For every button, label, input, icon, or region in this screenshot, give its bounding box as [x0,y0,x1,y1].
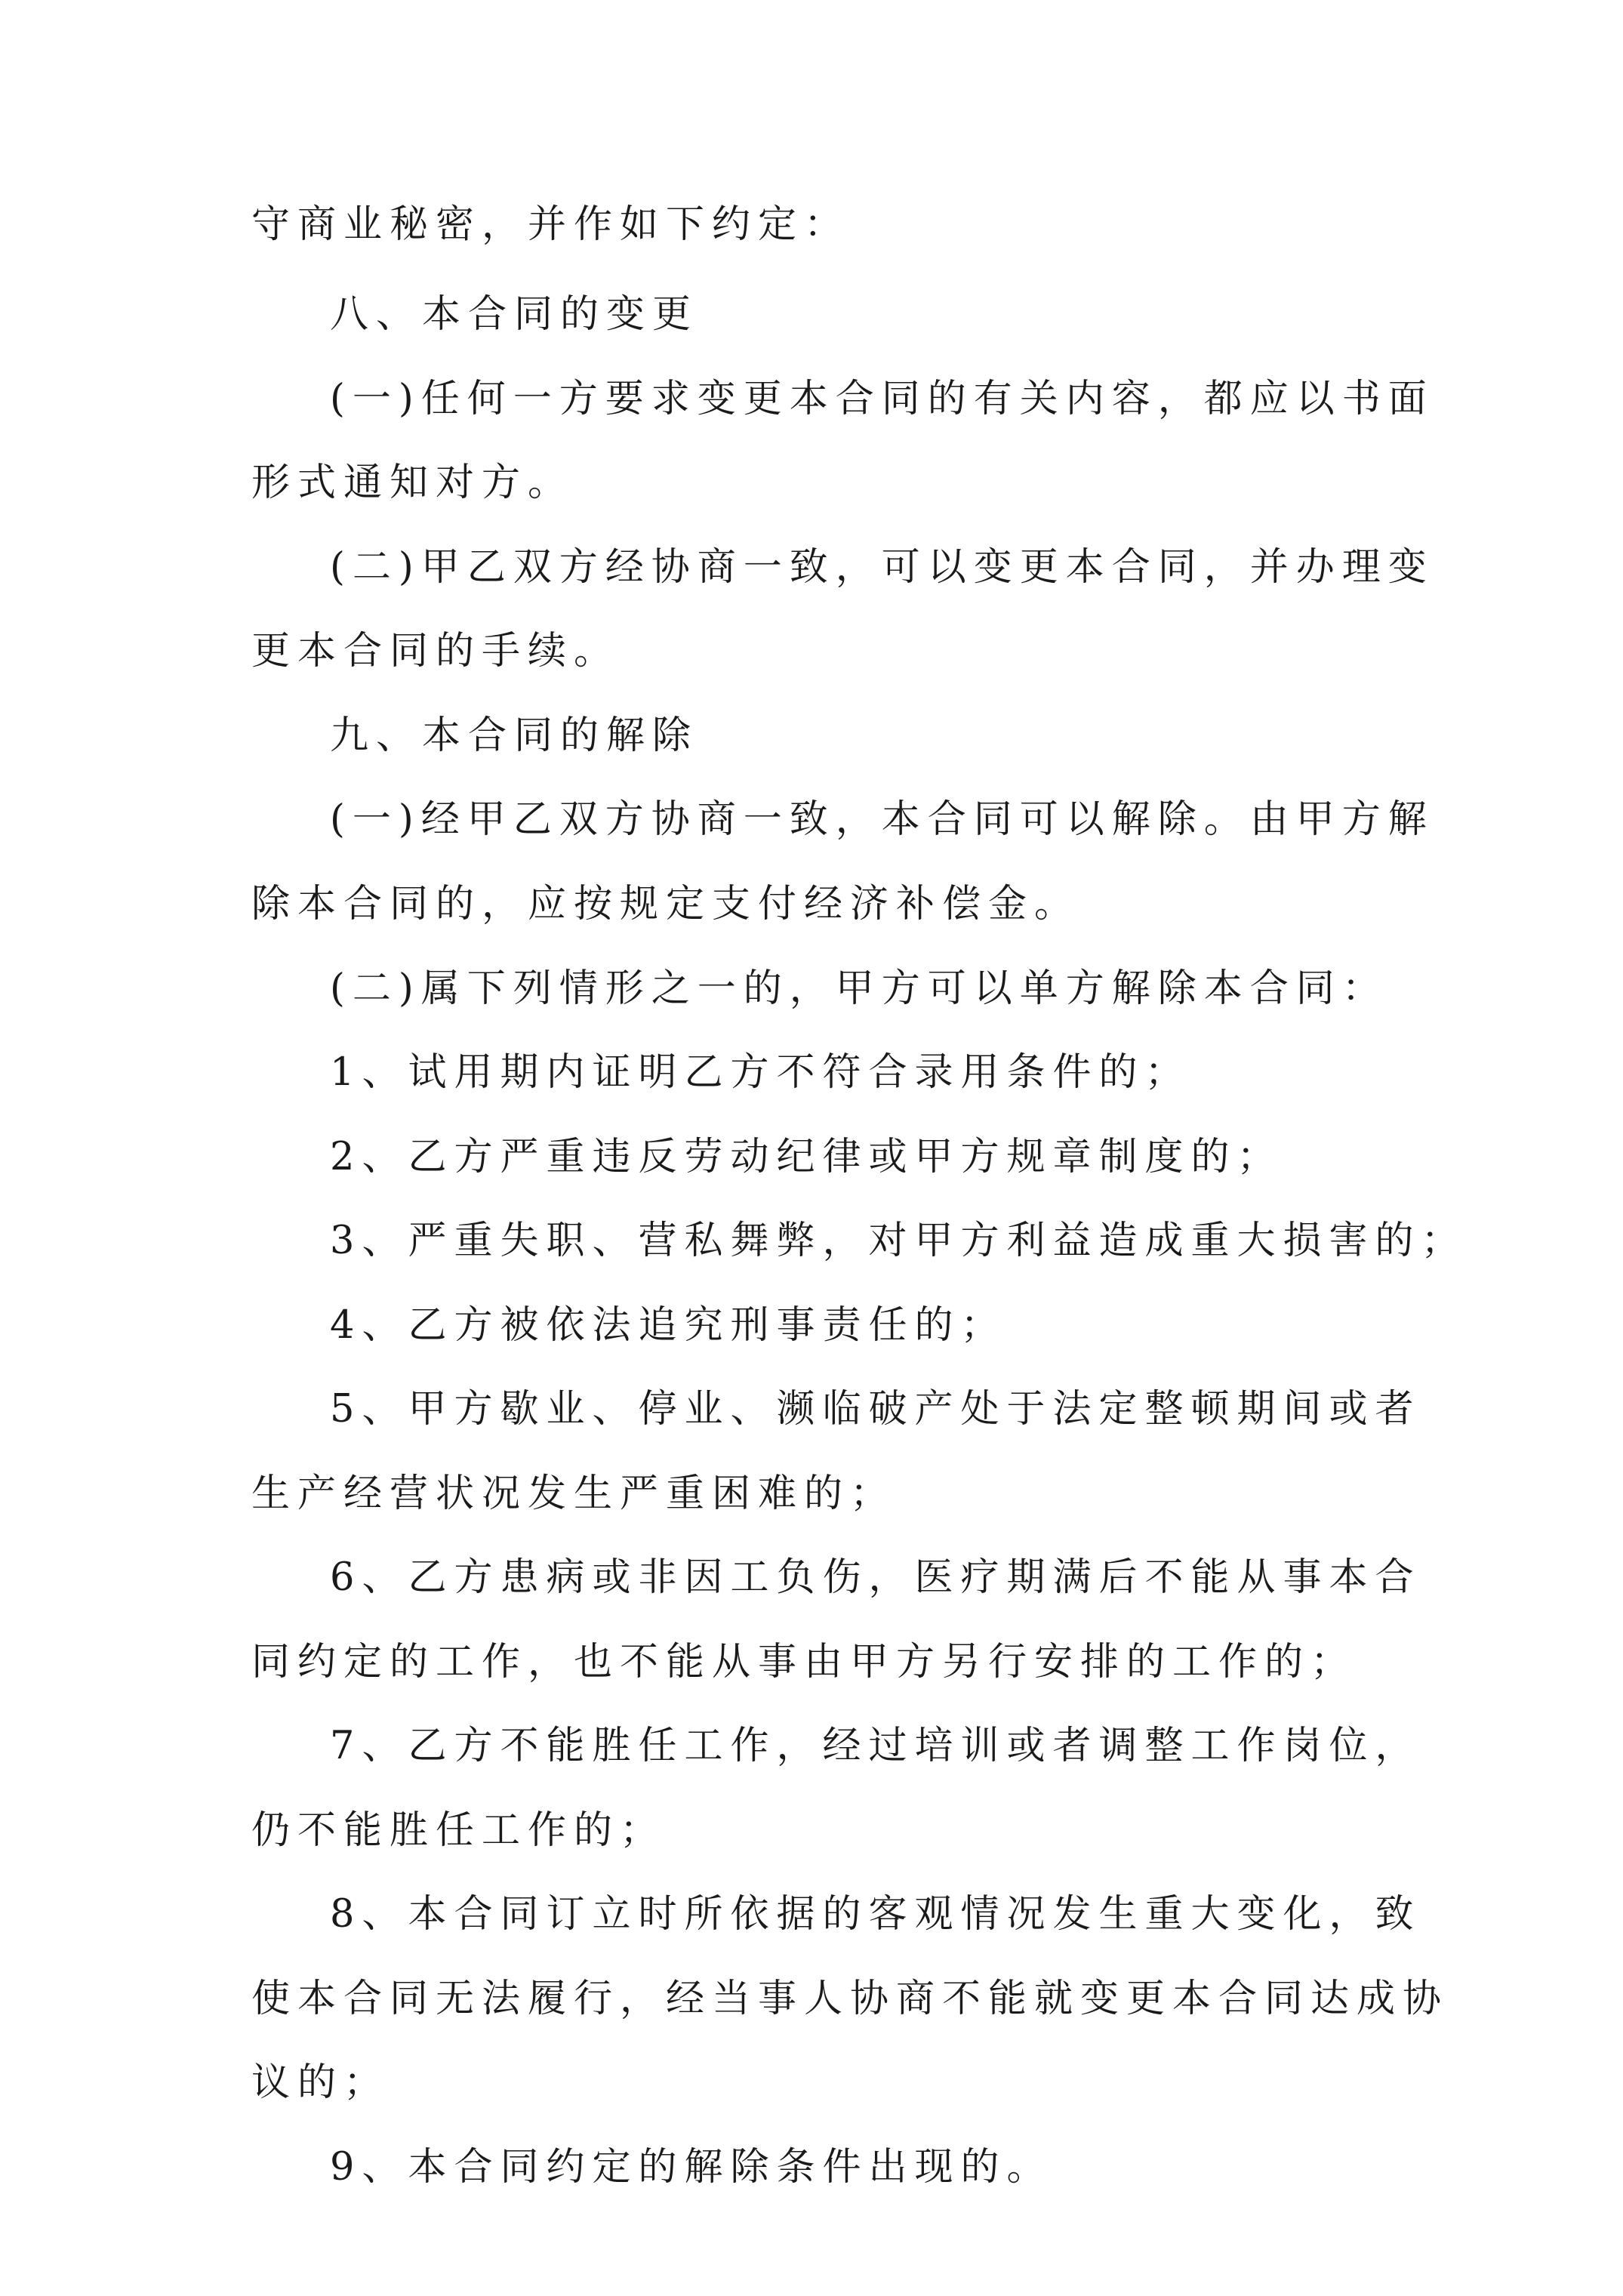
text-line: (一)经甲乙双方协商一致，本合同可以解除。由甲方解 [330,797,1434,842]
section-heading: 八、本合同的变更 [330,292,699,337]
list-item: 5、甲方歇业、停业、濒临破产处于法定整顿期间或者 [330,1387,1421,1432]
list-item: 1、试用期内证明乙方不符合录用条件的； [330,1050,1191,1095]
text-line: 形式通知对方。 [251,461,574,505]
list-item: 6、乙方患病或非因工负伤，医疗期满后不能从事本合 [330,1555,1421,1600]
list-item: 3、严重失职、营私舞弊，对甲方利益造成重大损害的； [330,1219,1467,1263]
text-line: (二)甲乙双方经协商一致，可以变更本合同，并办理变 [330,545,1434,590]
text-line: 生产经营状况发生严重困难的； [251,1472,897,1516]
text-line: 守商业秘密，并作如下约定： [251,202,851,247]
section-heading: 九、本合同的解除 [330,713,699,758]
text-line: 除本合同的，应按规定支付经济补偿金。 [251,882,1081,926]
list-item: 2、乙方严重违反劳动纪律或甲方规章制度的； [330,1135,1283,1179]
text-line: (二)属下列情形之一的，甲方可以单方解除本合同： [330,966,1388,1011]
text-line: 使本合同无法履行，经当事人协商不能就变更本合同达成协 [251,1977,1449,2021]
list-item: 9、本合同约定的解除条件出现的。 [330,2145,1053,2190]
text-line: 同约定的工作，也不能从事由甲方另行安排的工作的； [251,1640,1357,1684]
text-line: 更本合同的手续。 [251,629,621,673]
text-line: 仍不能胜任工作的； [251,1808,667,1853]
list-item: 7、乙方不能胜任工作，经过培训或者调整工作岗位， [330,1724,1421,1768]
list-item: 4、乙方被依法追究刑事责任的； [330,1303,1007,1348]
text-line: (一)任何一方要求变更本合同的有关内容，都应以书面 [330,377,1434,421]
list-item: 8、本合同订立时所依据的客观情况发生重大变化，致 [330,1892,1421,1937]
text-line: 议的； [251,2060,390,2105]
